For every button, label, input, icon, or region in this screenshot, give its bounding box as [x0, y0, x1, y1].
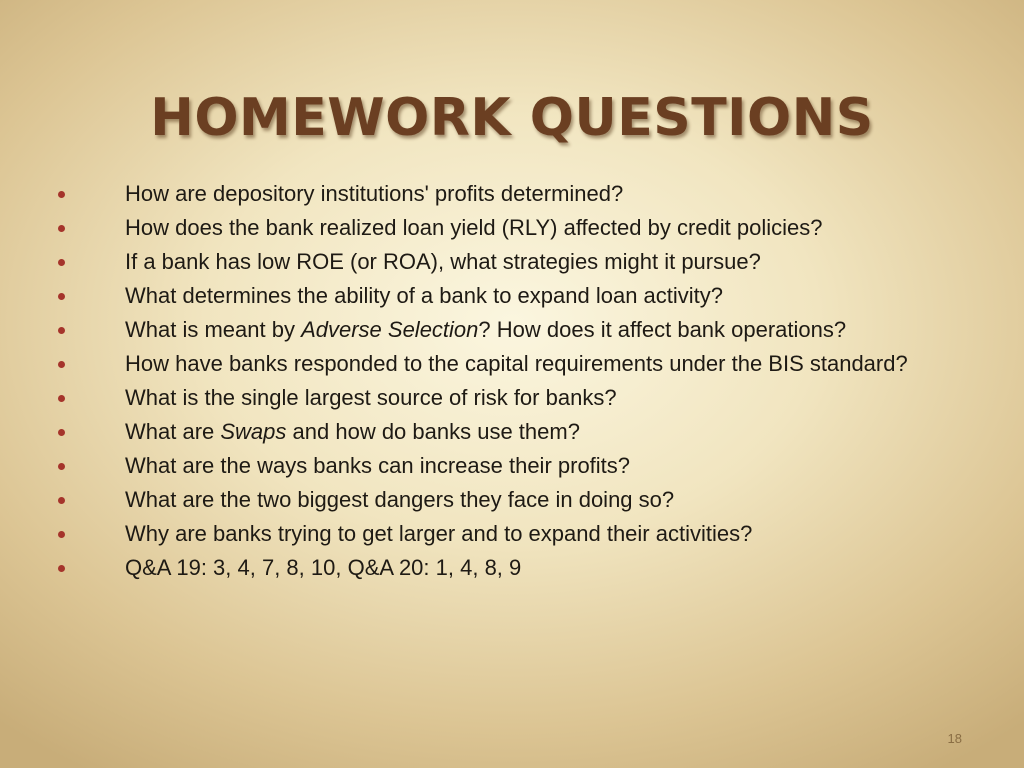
- bullet-item: [58, 350, 968, 377]
- bullet-text-part: What are the two biggest dangers they face in doing so?: [125, 487, 675, 512]
- bullet-emphasis: Adverse Selection: [301, 317, 479, 342]
- bullet-item: [58, 554, 968, 581]
- bullet-item: [58, 282, 968, 309]
- page-number: 18: [947, 731, 962, 746]
- bullet-list: [58, 180, 968, 588]
- bullet-text: [95, 486, 968, 513]
- bullet-item: [58, 486, 968, 513]
- bullet-text: [95, 554, 968, 581]
- bullet-item: [58, 214, 968, 241]
- bullet-text: [95, 350, 968, 377]
- bullet-text: [95, 214, 968, 241]
- bullet-dot-icon: [58, 259, 65, 266]
- bullet-item: [58, 452, 968, 479]
- bullet-text: [95, 180, 968, 207]
- bullet-dot-icon: [58, 293, 65, 300]
- bullet-dot-icon: [58, 429, 65, 436]
- slide-title: HOMEWORK QUESTIONS: [150, 88, 874, 148]
- bullet-text-part: What is the single largest source of risk for banks?: [125, 385, 617, 410]
- bullet-emphasis: Swaps: [220, 419, 287, 444]
- bullet-text-part: What are the ways banks can increase their profits?: [125, 453, 631, 478]
- bullet-text-part: ? How does it affect bank operations?: [478, 317, 847, 342]
- bullet-text: [95, 316, 968, 343]
- bullet-text-part: and how do banks use them?: [286, 419, 580, 444]
- bullet-text-part: What is meant by: [125, 317, 302, 342]
- bullet-dot-icon: [58, 327, 65, 334]
- bullet-text: [95, 282, 968, 309]
- bullet-text-part: Q&A 19: 3, 4, 7, 8, 10, Q&A 20: 1, 4, 8, 9: [125, 555, 522, 580]
- bullet-text-part: What determines the ability of a bank to expand loan activity?: [125, 283, 724, 308]
- bullet-text: [95, 418, 968, 445]
- bullet-item: [58, 418, 968, 445]
- bullet-dot-icon: [58, 531, 65, 538]
- bullet-dot-icon: [58, 191, 65, 198]
- bullet-item: [58, 248, 968, 275]
- bullet-text: [95, 384, 968, 411]
- bullet-text: [95, 452, 968, 479]
- bullet-dot-icon: [58, 395, 65, 402]
- bullet-text-part: If a bank has low ROE (or ROA), what strategies might it pursue?: [125, 249, 761, 274]
- bullet-item: [58, 520, 968, 547]
- bullet-text-part: How have banks responded to the capital requirements under the BIS standard?: [125, 351, 908, 376]
- bullet-dot-icon: [58, 497, 65, 504]
- bullet-item: [58, 384, 968, 411]
- bullet-item: [58, 180, 968, 207]
- bullet-dot-icon: [58, 463, 65, 470]
- bullet-text-part: How are depository institutions' profits determined?: [125, 181, 624, 206]
- bullet-text-part: What are: [125, 419, 221, 444]
- bullet-text: [95, 520, 968, 547]
- bullet-dot-icon: [58, 361, 65, 368]
- bullet-dot-icon: [58, 565, 65, 572]
- bullet-text-part: Why are banks trying to get larger and to expand their activities?: [125, 521, 753, 546]
- bullet-text-part: How does the bank realized loan yield (RLY) affected by credit policies?: [125, 215, 823, 240]
- bullet-text: [95, 248, 968, 275]
- bullet-item: [58, 316, 968, 343]
- bullet-dot-icon: [58, 225, 65, 232]
